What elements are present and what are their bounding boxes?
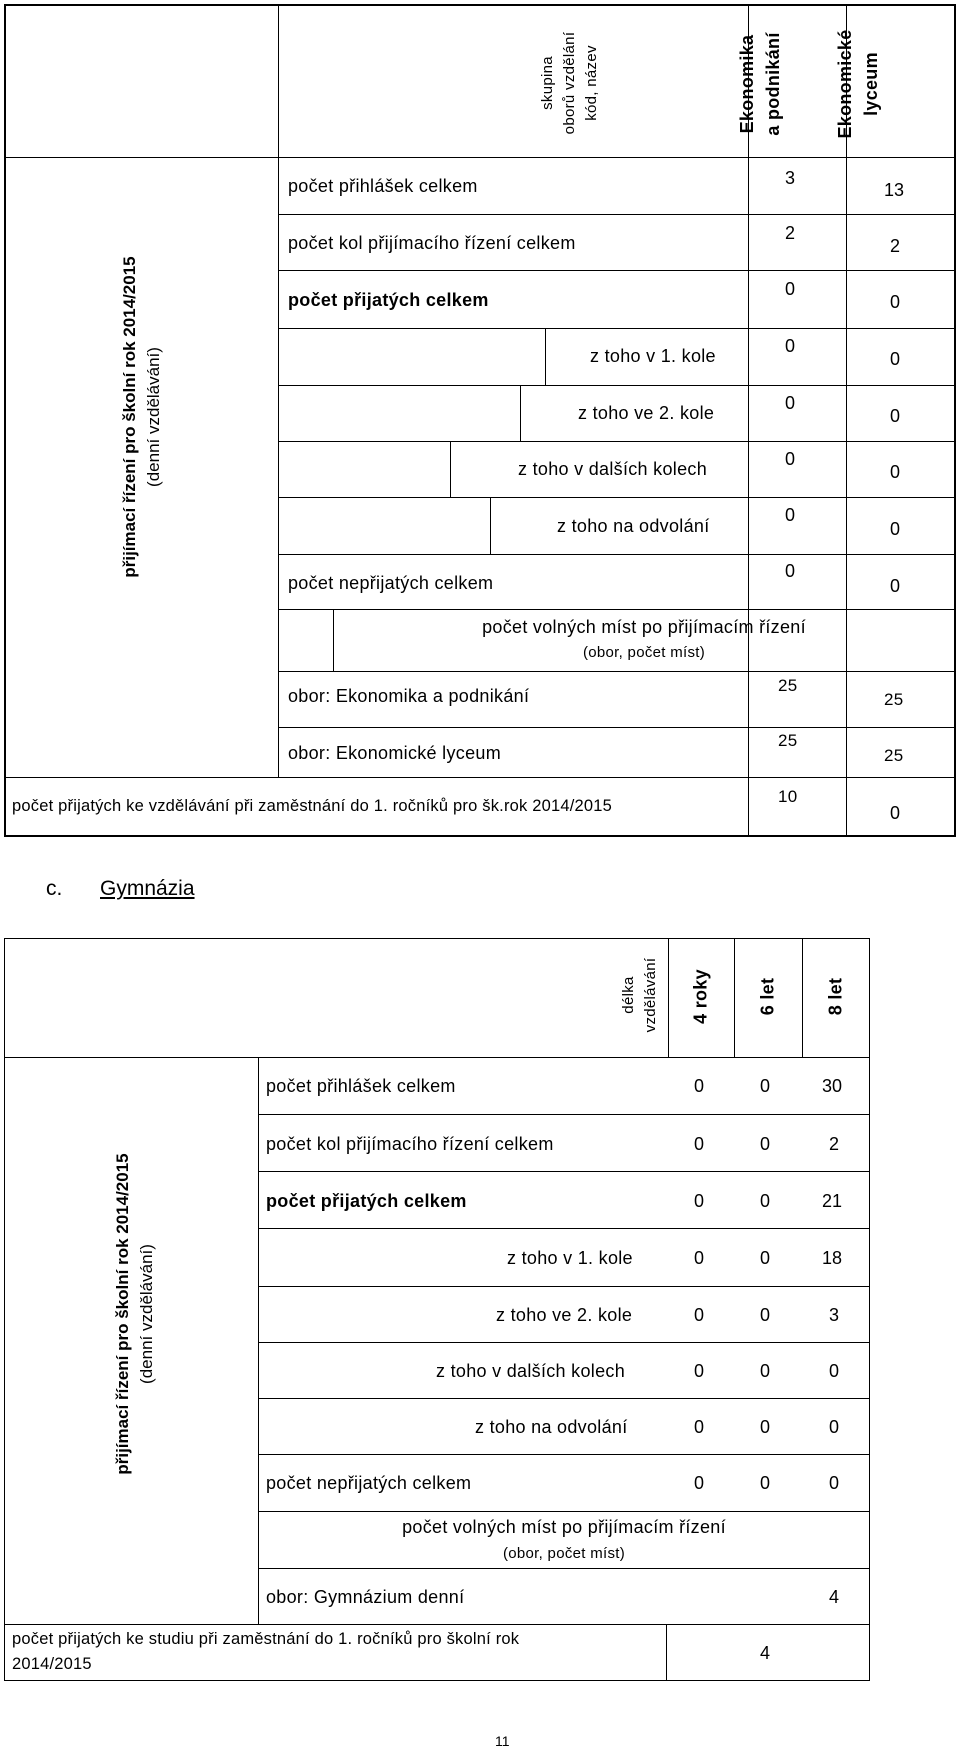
t2-row-value: 0 [760,1191,771,1211]
t2-obor-value: 4 [829,1587,840,1607]
t1-row-label: počet přihlášek celkem [288,176,478,196]
length-label [618,940,662,1050]
col-header-ekonomika-line-2: a podnikání [763,32,783,136]
group-label-line-3: kód, název [583,45,600,121]
t1-employment-value: 10 [778,787,798,806]
t1-employment-label: počet přijatých ke vzdělávání při zaměstnání do 1. ročníků pro šk.rok 2014/2015 [12,797,613,815]
t2-row-value: 0 [760,1473,771,1493]
t1-row-value: 0 [890,406,901,426]
t2-row-label: z toho v dalších kolech [436,1361,626,1381]
t2-employment-label-line-2: 2014/2015 [12,1655,92,1673]
t1-row-label: z toho ve 2. kole [578,403,715,423]
t2-row-value: 0 [829,1417,840,1437]
t1-free-places-subtitle: (obor, počet míst) [582,644,706,661]
t2-row-value: 30 [822,1076,843,1096]
t2-row-label: z toho na odvolání [475,1417,628,1437]
t2-row-value: 0 [760,1076,771,1096]
t1-obor-label: obor: Ekonomika a podnikání [288,686,530,706]
t1-obor-value: 25 [884,746,904,765]
t1-row-label: z toho v dalších kolech [518,459,708,479]
t1-free-places-title: počet volných míst po přijímacím řízení [482,617,806,637]
t2-row-value: 0 [760,1305,771,1325]
t2-row-value: 0 [760,1417,771,1437]
t2-row-value: 21 [822,1191,843,1211]
t1-row-value: 0 [785,336,796,356]
col-header-lyceum-line-1: Ekonomické [835,29,855,139]
t1-row-value: 3 [785,168,796,188]
t1-row-label: z toho na odvolání [557,516,710,536]
section-title: Gymnázia [100,877,195,900]
t2-row-label: počet kol přijímacího řízení celkem [266,1134,554,1154]
t2-free-places-subtitle: (obor, počet míst) [502,1545,626,1562]
t1-row-value: 0 [785,449,796,469]
t2-free-places-title: počet volných míst po přijímacím řízení [402,1517,726,1537]
t2-row-value: 0 [694,1076,705,1096]
t1-row-value: 0 [890,519,901,539]
t1-row-value: 0 [785,279,796,299]
t1-row-value: 0 [785,561,796,581]
side-label-2-title: přijímací řízení pro školní rok 2014/2015 [113,1153,132,1475]
t1-obor-value: 25 [778,676,798,695]
group-label [537,8,603,158]
t1-row-value: 13 [884,180,905,200]
col-header-8-let: 8 let [825,977,846,1016]
t1-row-value: 0 [785,505,796,525]
t1-obor-value: 25 [778,731,798,750]
t2-obor-label: obor: Gymnázium denní [266,1587,465,1607]
t1-obor-value: 25 [884,690,904,709]
t2-row-value: 0 [694,1134,705,1154]
group-label-line-1: skupina [539,56,556,110]
t2-row-value: 0 [760,1248,771,1268]
side-label-1-title: přijímací řízení pro školní rok 2014/2015 [120,256,139,578]
side-label-2 [111,1124,159,1504]
side-label-1-subtitle: (denní vzdělávání) [144,347,163,487]
t2-row-label: z toho v 1. kole [507,1248,633,1268]
t1-row-value: 0 [890,576,901,596]
col-header-ekonomika-line-1: Ekonomika [737,34,757,134]
t1-employment-value: 0 [890,803,901,823]
t1-row-label: počet kol přijímacího řízení celkem [288,233,576,253]
t2-row-label: počet nepřijatých celkem [266,1473,472,1493]
t2-row-value: 0 [760,1361,771,1381]
t1-row-value: 0 [890,349,901,369]
t1-row-value: 0 [890,292,901,312]
length-label-line-1: délka [620,976,637,1014]
t2-row-value: 0 [694,1305,705,1325]
t1-row-value: 0 [890,462,901,482]
t2-row-label: počet přijatých celkem [266,1191,467,1211]
t2-row-value: 0 [760,1134,771,1154]
t1-row-value: 0 [785,393,796,413]
t1-row-label: počet přijatých celkem [288,290,489,310]
t2-row-value: 3 [829,1305,840,1325]
t1-row-value: 2 [785,223,796,243]
t2-row-value: 0 [829,1473,840,1493]
length-label-line-2: vzdělávání [642,957,659,1033]
t2-row-value: 0 [829,1361,840,1381]
section-letter: c. [46,877,63,900]
t2-row-value: 18 [822,1248,843,1268]
t2-row-value: 2 [829,1134,840,1154]
t2-row-value: 0 [694,1361,705,1381]
t2-row-label: počet přihlášek celkem [266,1076,456,1096]
side-label-1 [118,227,166,607]
t2-employment-label-line-1: počet přijatých ke studiu při zaměstnání do 1. ročníků pro školní rok [12,1630,520,1648]
col-header-6-let: 6 let [757,977,778,1016]
t2-row-value: 0 [694,1191,705,1211]
t2-row-value: 0 [694,1248,705,1268]
t2-row-value: 0 [694,1473,705,1493]
col-header-lyceum [832,9,884,159]
t1-row-value: 2 [890,236,901,256]
t2-row-label: z toho ve 2. kole [496,1305,633,1325]
t2-employment-value: 4 [760,1643,771,1663]
col-header-lyceum-line-2: lyceum [861,52,881,116]
page-number: 11 [495,1733,510,1749]
col-header-4-roky: 4 roky [690,969,711,1024]
col-header-ekonomika [734,9,786,159]
side-label-2-subtitle: (denní vzdělávání) [137,1244,156,1384]
t2-row-value: 0 [694,1417,705,1437]
t1-row-label: počet nepřijatých celkem [288,573,494,593]
group-label-line-2: oborů vzdělání [561,31,578,135]
t1-row-label: z toho v 1. kole [590,346,716,366]
t1-obor-label: obor: Ekonomické lyceum [288,743,501,763]
